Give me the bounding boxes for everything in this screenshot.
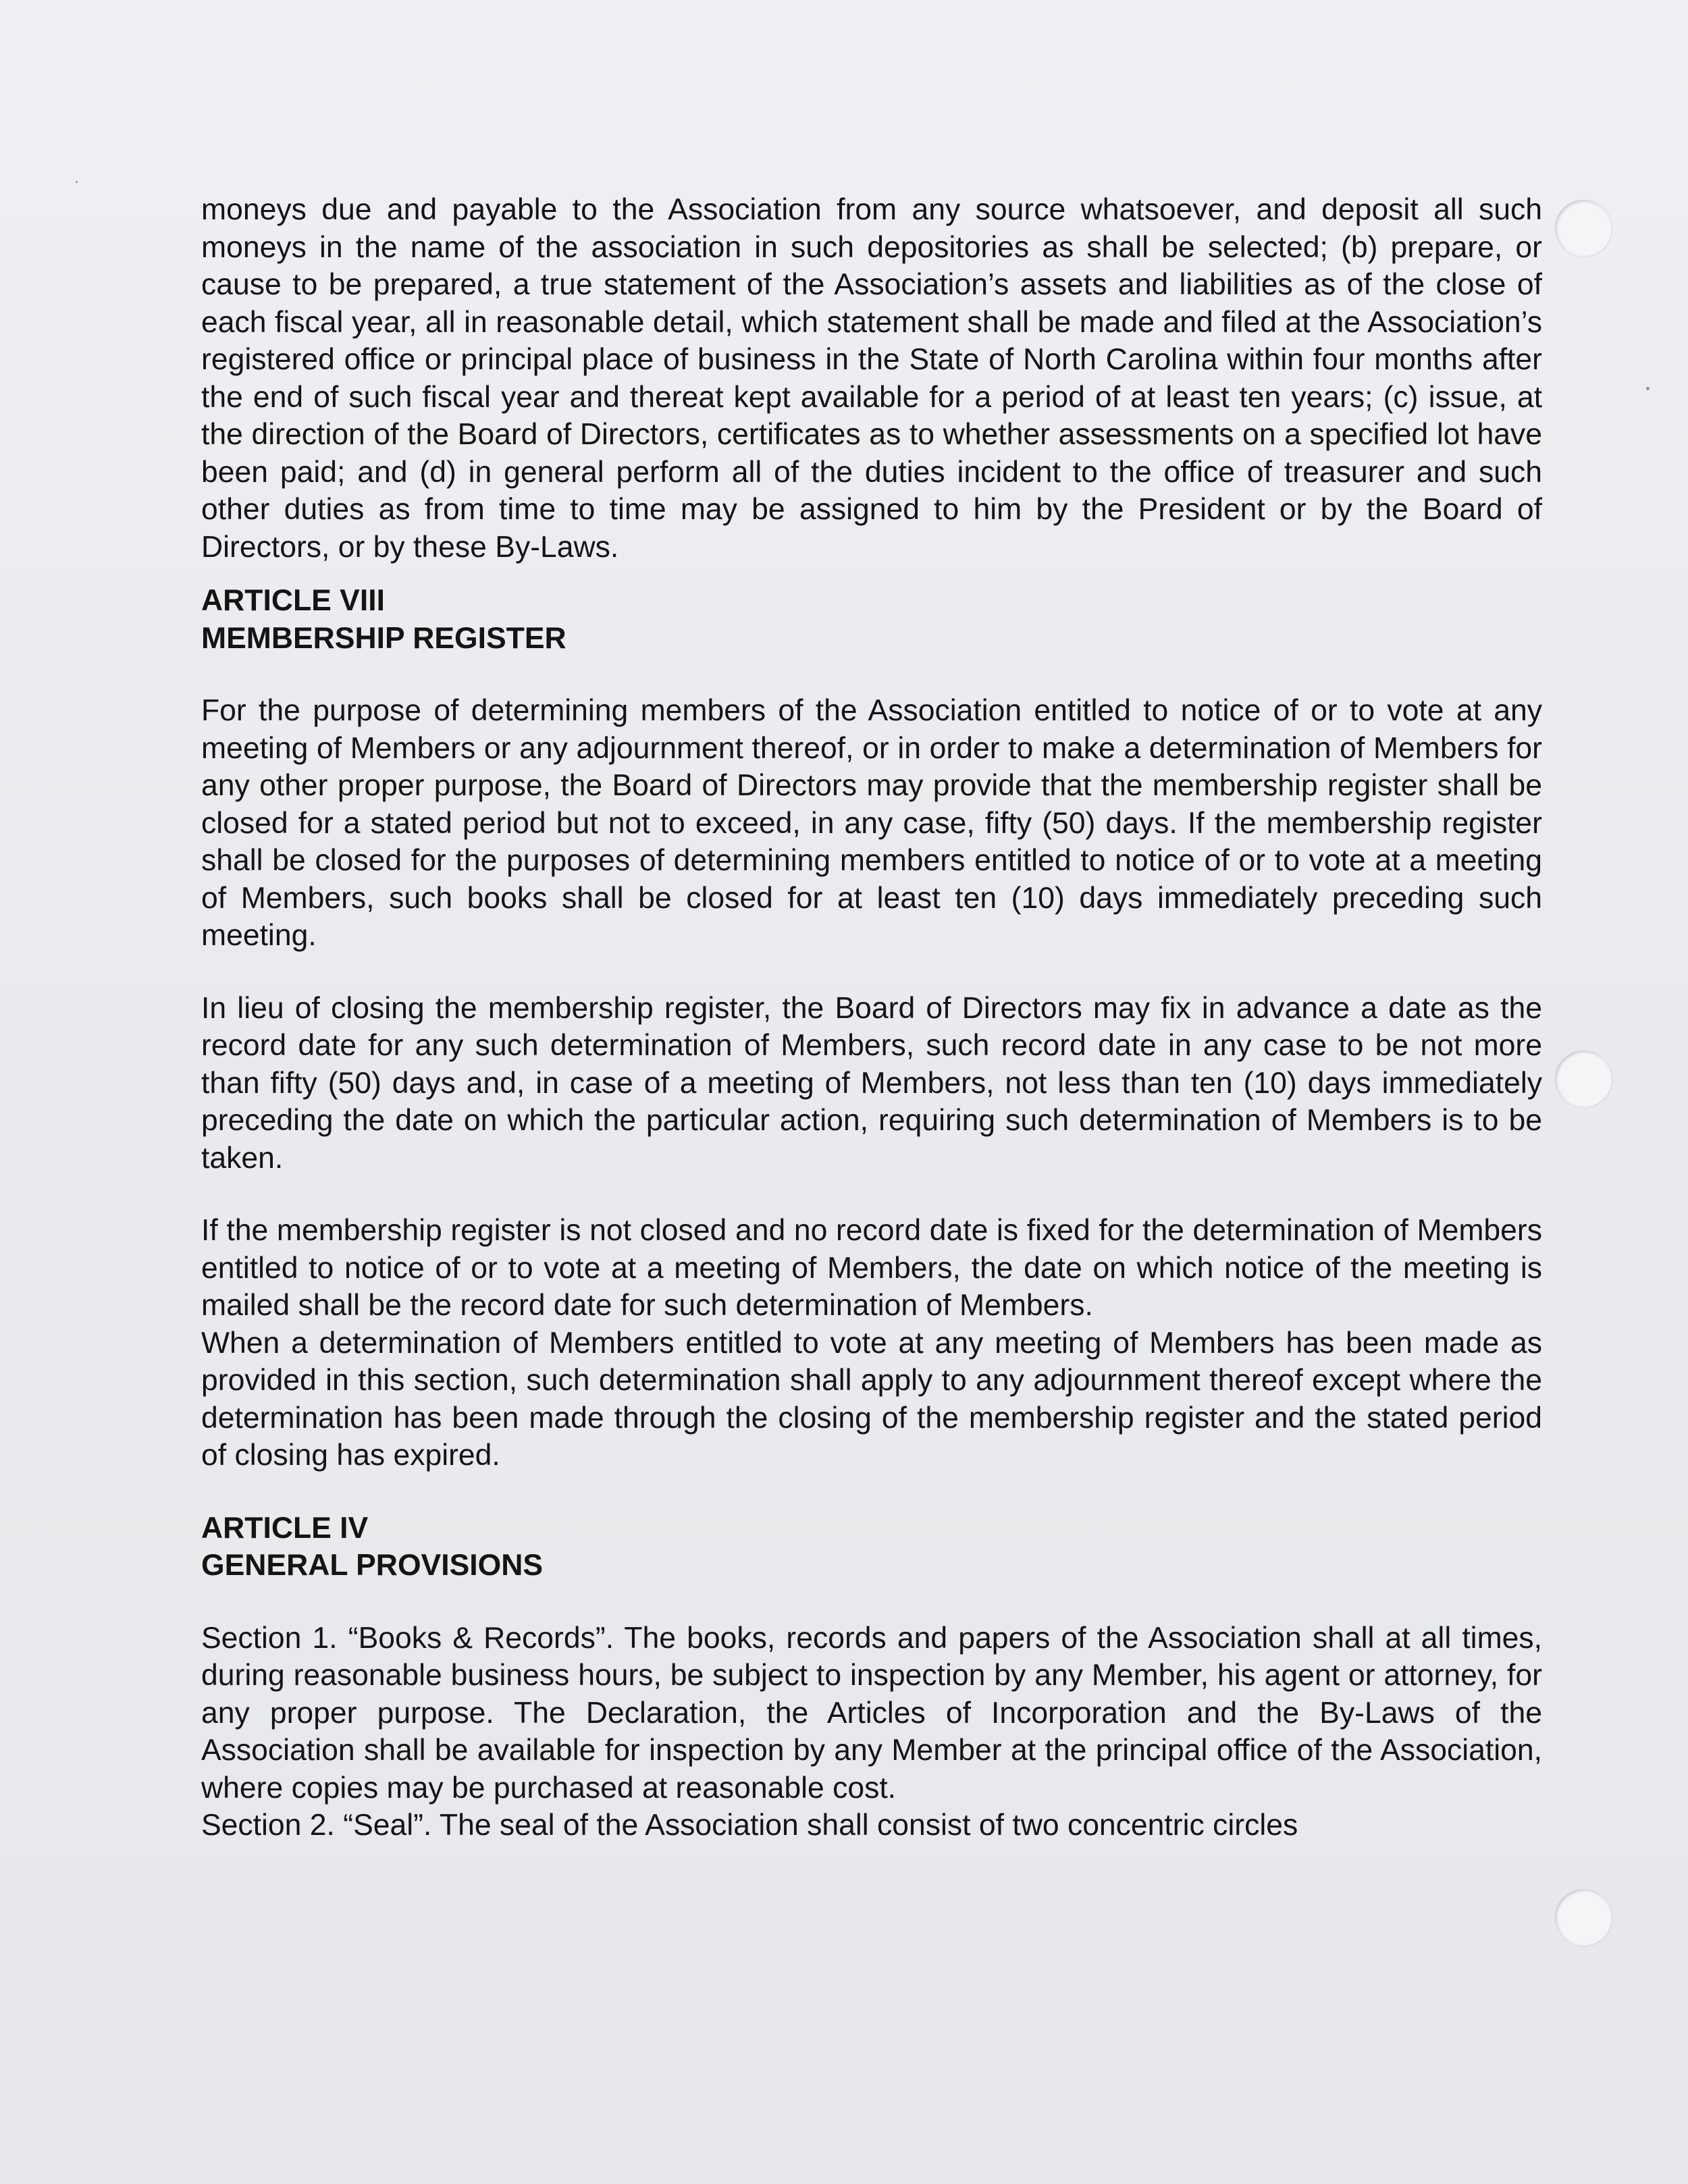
document-body [201,191,1542,1844]
punch-hole-middle [1555,1050,1612,1107]
membership-register-paragraph-2: In lieu of closing the membership register, the Board of Directors may fix in advance a date as the record date for any such determination of Members, such record date in any case to be not more than fifty (50) days and, in case of a meeting of Members, not less than ten (10) days immediately preceding the date on which the particular action, requiring such determination of Members is to be taken. [201,991,1542,1175]
membership-register-paragraph-4: When a determination of Members entitled to vote at any meeting of Members has been made as provided in this section, such determination shall apply to any adjournment thereof except where the determination has been made through the closing of the membership register and the stated period of closing has expired. [201,1326,1542,1472]
paper-speck [1646,387,1650,390]
membership-register-paragraph-3: If the membership register is not closed and no record date is fixed for the determination of Members entitled to notice of or to vote at a meeting of Members, the date on which notice of the meeting is mailed shall be the record date for such determination of Members. [201,1214,1542,1322]
treasurer-duties-paragraph: moneys due and payable to the Association from any source whatsoever, and deposit all such moneys in the name of the association in such depositories as shall be selected; (b) prepare, or cause to be prepared, a true statement of the Association’s assets and liabilities as of the close of each fiscal year, all in reasonable detail, which statement shall be made and filed at the Association’s registered office or principal place of business in the State of North Carolina within four months after the end of such fiscal year and thereat kept available for a period of at least ten years; (c) issue, at the direction of the Board of Directors, certificates as to whether assessments on a specified lot have been paid; and (d) in general perform all of the duties incident to the office of treasurer and such other duties as from time to time may be assigned to him by the President or by the Board of Directors, or by these By-Laws. [201,193,1542,564]
article-general-title: GENERAL PROVISIONS [201,1549,544,1582]
punch-hole-top [1555,200,1612,257]
article-8-number: ARTICLE VIII [201,584,385,617]
article-general-number: ARTICLE IV [201,1511,369,1545]
article-8-title: MEMBERSHIP REGISTER [201,621,566,655]
punch-hole-bottom [1555,1889,1612,1946]
section-1-books-records: Section 1. “Books & Records”. The books, records and papers of the Association shall at all times, during reasonable business hours, be subject to inspection by any Member, his agent or attorney, for any proper purpose. The Declaration, the Articles of Incorporation and the By-Laws of the Association shall be available for inspection by any Member at the principal office of the Association, where copies may be purchased at reasonable cost. [201,1621,1542,1805]
membership-register-paragraph-1: For the purpose of determining members of the Association entitled to notice of or to vote at any meeting of Members or any adjournment thereof, or in order to make a determination of Members for any other proper purpose, the Board of Directors may provide that the membership register shall be closed for a stated period but not to exceed, in any case, fifty (50) days. If the membership register shall be closed for the purposes of determining members entitled to notice of or to vote at a meeting of Members, such books shall be closed for at least ten (10) days immediately preceding such meeting. [201,694,1542,952]
paper-speck [76,181,78,183]
section-2-seal: Section 2. “Seal”. The seal of the Association shall consist of two concentric circles [201,1809,1298,1842]
